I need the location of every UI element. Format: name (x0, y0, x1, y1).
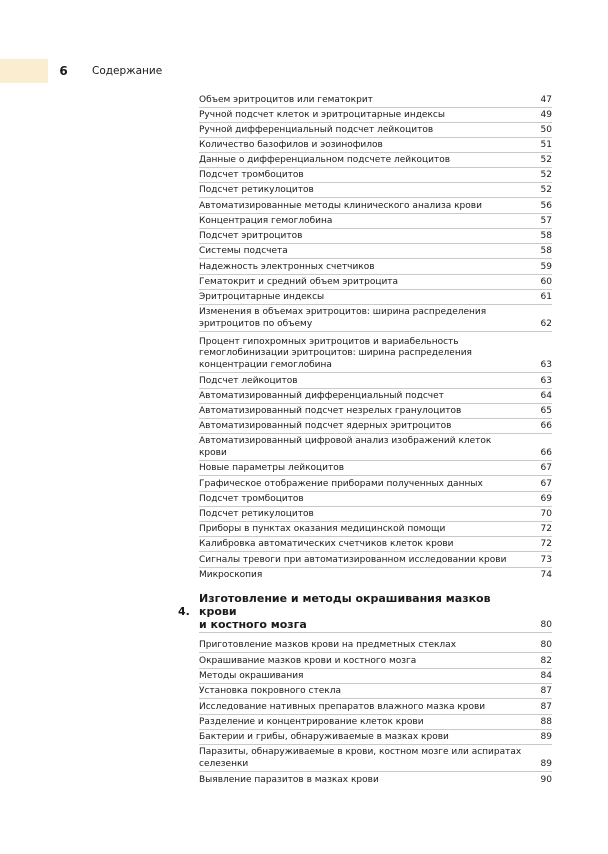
toc-entry[interactable] (199, 153, 552, 168)
toc-entry[interactable] (199, 108, 552, 123)
toc-entry[interactable] (199, 305, 552, 332)
toc-entry-title: Подсчет тромбоцитов (199, 169, 304, 180)
toc-entry-page: 56 (540, 200, 552, 211)
toc-entry-page: 70 (540, 508, 552, 519)
toc-entry-page: 61 (540, 291, 552, 302)
toc-entry[interactable] (199, 477, 552, 492)
header-accent-band (0, 59, 48, 83)
toc-entry-title: Концентрация гемоглобина (199, 215, 333, 226)
toc-entry[interactable] (199, 260, 552, 275)
toc-entry[interactable] (199, 214, 552, 229)
toc-entry[interactable] (199, 669, 552, 684)
toc-entry[interactable] (199, 700, 552, 715)
toc-entry-title: Приготовление мазков крови на предметных стеклах (199, 639, 457, 650)
toc-entry-title: Процент гипохромных эритроцитов и вариабельность гемоглобинизации эритроцитов: ширина распределения концентрации гемоглобина (199, 336, 472, 370)
toc-entry-page: 65 (540, 405, 552, 416)
toc-entry[interactable] (199, 374, 552, 389)
toc-entry-page: 62 (540, 318, 552, 329)
toc-entry[interactable] (199, 244, 552, 259)
toc-entry-title: Автоматизированные методы клинического анализа крови (199, 200, 482, 211)
toc-entry-page: 73 (540, 554, 552, 565)
toc-entry-title: Автоматизированный подсчет ядерных эритроцитов (199, 420, 452, 431)
toc-entry-page: 74 (540, 569, 552, 580)
toc-entry-page: 64 (540, 390, 552, 401)
toc-entry-page: 72 (540, 538, 552, 549)
chapter-title-entry[interactable] (199, 592, 552, 633)
chapter-number: 4. (178, 605, 190, 618)
toc-entry-title: Изменения в объемах эритроцитов: ширина распределения эритроцитов по объему (199, 307, 487, 329)
toc-entry-title: Методы окрашивания (199, 670, 304, 681)
toc-entry-title: Подсчет лейкоцитов (199, 375, 298, 386)
toc-entry[interactable] (199, 434, 552, 461)
toc-entry[interactable] (199, 168, 552, 183)
toc-entry[interactable] (199, 730, 552, 745)
toc-entry-page: 50 (540, 124, 552, 135)
toc-entry-title: Данные о дифференциальном подсчете лейкоцитов (199, 154, 451, 165)
toc-entry-page: 82 (540, 655, 552, 666)
toc-entry-page: 66 (540, 447, 552, 458)
page-number: 6 (59, 64, 68, 78)
toc-entry[interactable] (199, 183, 552, 198)
toc-entry[interactable] (199, 199, 552, 214)
toc-entry[interactable] (199, 389, 552, 404)
toc-entry[interactable] (199, 123, 552, 138)
toc-entry-page: 52 (540, 169, 552, 180)
toc-entry[interactable] (199, 275, 552, 290)
toc-entry[interactable] (199, 290, 552, 305)
toc-entry-page: 59 (540, 261, 552, 272)
toc-entry-title: Подсчет ретикулоцитов (199, 508, 314, 519)
toc-entry-title: Автоматизированный цифровой анализ изображений клеток крови (199, 436, 492, 458)
toc-entry-page: 67 (540, 478, 552, 489)
toc-entry[interactable] (199, 404, 552, 419)
toc-entry[interactable] (199, 522, 552, 537)
toc-entry[interactable] (199, 537, 552, 552)
toc-entry-title: Подсчет эритроцитов (199, 230, 303, 241)
toc-entry-page: 84 (540, 670, 552, 681)
toc-entry-title: Подсчет тромбоцитов (199, 493, 304, 504)
toc-entry[interactable] (199, 553, 552, 568)
toc-entry-page: 52 (540, 154, 552, 165)
toc-entry-page: 66 (540, 420, 552, 431)
toc-entry-title: Количество базофилов и эозинофилов (199, 139, 383, 150)
toc-entry-page: 88 (540, 716, 552, 727)
toc-entry[interactable] (199, 93, 552, 108)
toc-entry-title: Ручной подсчет клеток и эритроцитарные индексы (199, 109, 445, 120)
toc-entry[interactable] (199, 715, 552, 730)
toc-entry[interactable] (199, 492, 552, 507)
toc-entry-title: Приборы в пунктах оказания медицинской помощи (199, 523, 446, 534)
toc-entry[interactable] (199, 568, 552, 582)
toc-entry-page: 47 (540, 94, 552, 105)
toc-entry-title: Установка покровного стекла (199, 685, 341, 696)
toc-entry-title: Графическое отображение приборами полученных данных (199, 478, 483, 489)
toc-entry-title: Новые параметры лейкоцитов (199, 462, 345, 473)
toc-entry[interactable] (199, 334, 552, 373)
toc-entry-title: Калибровка автоматических счетчиков клеток крови (199, 538, 454, 549)
toc-entry-page: 63 (540, 359, 552, 370)
toc-entry-page: 80 (540, 619, 552, 630)
toc-entry-title: Исследование нативных препаратов влажного мазка крови (199, 701, 486, 712)
toc-entry[interactable] (199, 229, 552, 244)
toc-entry-title: Автоматизированный дифференциальный подсчет (199, 390, 444, 401)
toc-entry-page: 72 (540, 523, 552, 534)
toc-entry-page: 90 (540, 774, 552, 785)
toc-entry-title: Эритроцитарные индексы (199, 291, 325, 302)
toc-entry[interactable] (199, 773, 552, 787)
toc-entry-title: Микроскопия (199, 569, 263, 580)
toc-entry-title: Надежность электронных счетчиков (199, 261, 375, 272)
toc-entry-title: Сигналы тревоги при автоматизированном исследовании крови (199, 554, 507, 565)
toc-entry-page: 51 (540, 139, 552, 150)
toc-entry-title: Ручной дифференциальный подсчет лейкоцитов (199, 124, 434, 135)
toc-entry-page: 52 (540, 184, 552, 195)
toc-entry-page: 58 (540, 230, 552, 241)
toc-entry-title: Паразиты, обнаруживаемые в крови, костном мозге или аспиратах селезенки (199, 747, 522, 769)
toc-entry-page: 80 (540, 639, 552, 650)
toc-entry[interactable] (199, 461, 552, 476)
toc-entry-title: Подсчет ретикулоцитов (199, 184, 314, 195)
toc-entry[interactable] (199, 684, 552, 699)
toc-entry-title: Гематокрит и средний объем эритроцита (199, 276, 399, 287)
running-header-title: Содержание (92, 65, 163, 77)
toc-entry-page: 89 (540, 731, 552, 742)
toc-entry-page: 63 (540, 375, 552, 386)
toc-entry[interactable] (199, 638, 552, 653)
toc-entry-page: 60 (540, 276, 552, 287)
toc-entry-title: Выявление паразитов в мазках крови (199, 774, 379, 785)
toc-entry-page: 58 (540, 245, 552, 256)
toc-entry[interactable] (199, 745, 552, 772)
toc-entry-title: Бактерии и грибы, обнаруживаемые в мазках крови (199, 731, 449, 742)
toc-entry[interactable] (199, 654, 552, 669)
toc-entry-page: 49 (540, 109, 552, 120)
toc-entry[interactable] (199, 419, 552, 434)
toc-entry[interactable] (199, 138, 552, 153)
toc-entry-page: 87 (540, 701, 552, 712)
toc-entry-title: Автоматизированный подсчет незрелых гранулоцитов (199, 405, 462, 416)
toc-entry[interactable] (199, 507, 552, 522)
toc-entry-title: Системы подсчета (199, 245, 288, 256)
toc-entry-page: 67 (540, 462, 552, 473)
chapter-title: Изготовление и методы окрашивания мазков крови и костного мозга (199, 592, 491, 631)
toc-entry-title: Объем эритроцитов или гематокрит (199, 94, 373, 105)
toc-entry-page: 57 (540, 215, 552, 226)
toc-entry-page: 89 (540, 758, 552, 769)
toc-entry-page: 69 (540, 493, 552, 504)
toc-entry-title: Разделение и концентрирование клеток крови (199, 716, 424, 727)
toc-entry-page: 87 (540, 685, 552, 696)
toc-entry-title: Окрашивание мазков крови и костного мозга (199, 655, 417, 666)
